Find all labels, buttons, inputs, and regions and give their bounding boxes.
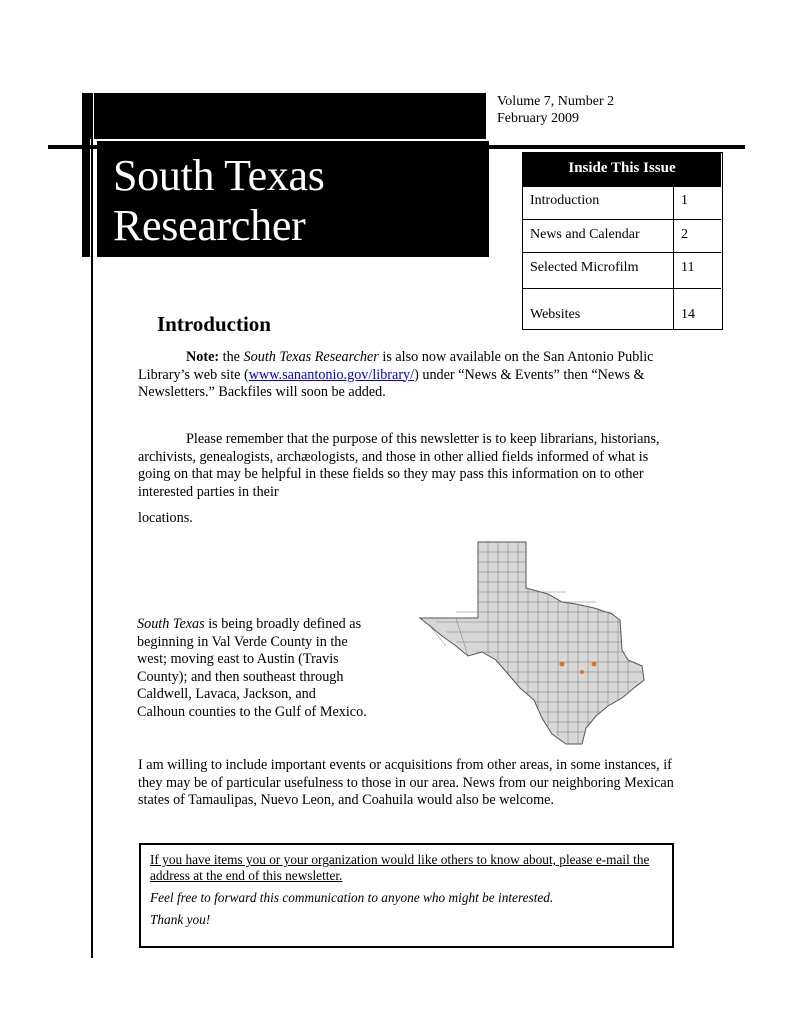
issue-info bbox=[497, 93, 614, 127]
callout-forward-note: Feel free to forward this communication to anyone who might be interested. bbox=[150, 890, 554, 905]
newsletter-name: South Texas Researcher bbox=[243, 349, 379, 365]
note-paragraph bbox=[138, 349, 678, 402]
masthead-left-block bbox=[82, 139, 90, 257]
texas-counties-map bbox=[416, 538, 650, 748]
title-line-2: Researcher bbox=[113, 201, 306, 250]
toc-row-label: Introduction bbox=[530, 193, 600, 208]
south-texas-definition bbox=[137, 616, 367, 722]
title-line-1: South Texas bbox=[113, 151, 325, 200]
issue-date: February 2009 bbox=[497, 111, 580, 126]
toc-row[interactable] bbox=[523, 186, 721, 220]
willing-paragraph: I am willing to include important events or acquisitions from other areas, in some instances, if they may be of particular usefulness to those in our area. News from our neighboring Mexican states of Tamaulipas, Nuevo Leon, and Coahuila would also be welcome. bbox=[138, 757, 674, 809]
note-label: Note: bbox=[186, 349, 220, 365]
title-box bbox=[97, 141, 489, 257]
toc-row-label: News and Calendar bbox=[530, 227, 640, 242]
note-text: the bbox=[219, 349, 244, 365]
toc-row-label: Selected Microfilm bbox=[530, 260, 639, 275]
toc-row-page: 14 bbox=[681, 307, 695, 322]
callout-box bbox=[139, 843, 674, 948]
note-text: is also now available on the San Antonio Public Library’s web site ( bbox=[138, 349, 654, 383]
toc-row[interactable] bbox=[523, 252, 721, 288]
toc-row[interactable] bbox=[523, 219, 721, 253]
toc-row[interactable] bbox=[523, 288, 721, 329]
left-margin-rule bbox=[91, 93, 93, 958]
purpose-text: Please remember that the purpose of this newsletter is to keep librarians, historians, archivists, genealogists, archæologists, and those in other allied fields informed of what is going on that may be helpful in these fields so they may pass this information on to other interested parties in their bbox=[138, 431, 660, 500]
toc-row-page: 1 bbox=[681, 193, 688, 208]
toc-row-label: Websites bbox=[530, 307, 581, 322]
library-website-link[interactable]: www.sanantonio.gov/library/ bbox=[248, 366, 415, 383]
toc-row-page: 2 bbox=[681, 227, 688, 242]
masthead-bar bbox=[82, 93, 486, 139]
definition-text: is being broadly defined as beginning in Val Verde County in the west; moving east to Austin (Travis County); and then southeast through Caldwell, Lavaca, Jackson, and Calhoun counties to the Gulf of Mexico. bbox=[137, 616, 367, 720]
volume-number: Volume 7, Number 2 bbox=[497, 94, 615, 109]
purpose-paragraph-end: locations. bbox=[138, 510, 193, 526]
south-texas-label: South Texas bbox=[137, 616, 205, 632]
toc-heading: Inside This Issue bbox=[523, 153, 721, 186]
callout-email-request: If you have items you or your organization would like others to know about, please e-mail the address at the end of this newsletter. bbox=[150, 852, 650, 883]
section-heading-introduction: Introduction bbox=[157, 312, 271, 336]
note-text: ) under “News & Events” then “News & Newsletters.” Backfiles will soon be added. bbox=[138, 366, 645, 401]
callout-thanks: Thank you! bbox=[150, 912, 211, 927]
toc-row-page: 11 bbox=[681, 260, 695, 275]
newsletter-title bbox=[113, 151, 325, 251]
purpose-paragraph bbox=[138, 431, 678, 501]
